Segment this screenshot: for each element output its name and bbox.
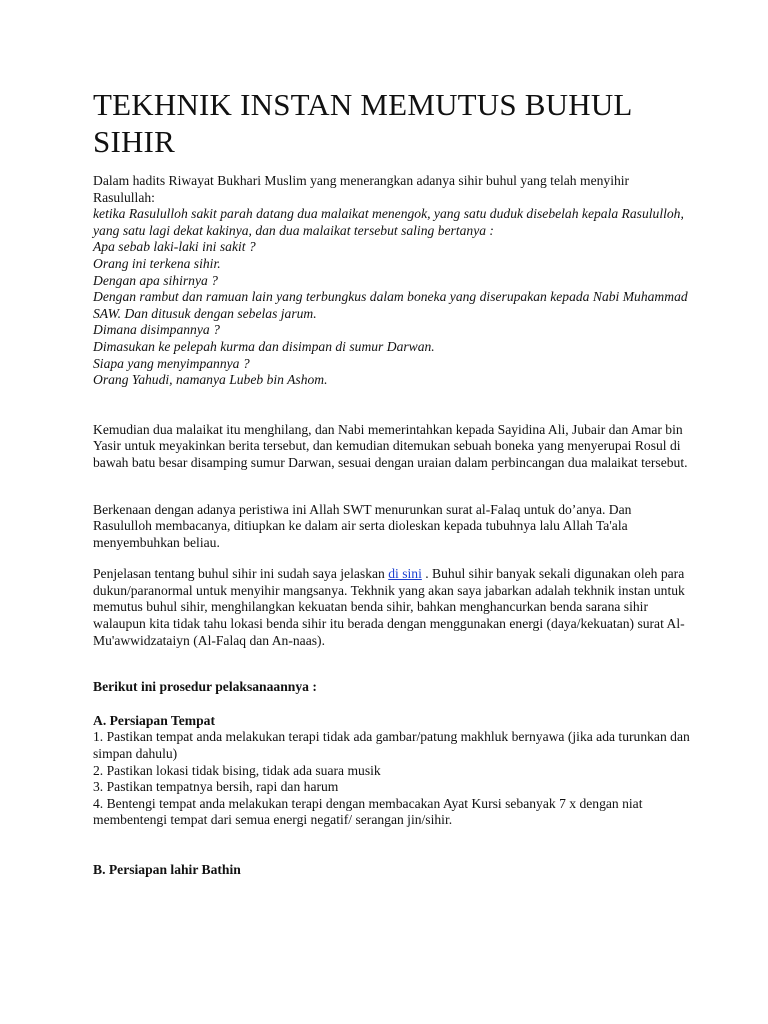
intro-paragraph: Dalam hadits Riwayat Bukhari Muslim yang menerangkan adanya sihir buhul yang telah menyihir Rasulullah: [93,173,630,205]
explanation-text-before: Penjelasan tentang buhul sihir ini sudah saya jelaskan [93,566,389,582]
dialogue-block [93,206,693,389]
document-title: TEKHNIK INSTAN MEMUTUS BUHUL SIHIR [93,87,632,159]
paragraph-al-falaq: Berkenaan dengan adanya peristiwa ini Allah SWT menurunkan surat al-Falaq untuk do’anya. Dan Rasululloh membacanya, ditiupkan ke dalam air serta dioleskan kepada tubuhnya lalu Allah Ta'ala menyembuhkan beliau. [93,501,632,550]
paragraph-disappearance: Kemudian dua malaikat itu menghilang, dan Nabi memerintahkan kepada Sayidina Ali, Jubair dan Amar bin Yasir untuk meyakinkan berita tersebut, dan kemudian ditemukan sebuah boneka yang menyerupai Rosul di bawah batu besar disamping sumur Darwan, sesuai dengan uraian dalam perbincangan dua malaikat tersebut. [93,421,688,470]
section-b-heading: B. Persiapan lahir Bathin [93,862,241,877]
dialogue-line: Dimasukan ke pelepah kurma dan disimpan di sumur Darwan. [93,338,435,354]
dialogue-line: Dengan apa sihirnya ? [93,272,218,288]
procedure-heading: Berikut ini prosedur pelaksanaannya : [93,679,317,695]
dialogue-line: Orang ini terkena sihir. [93,255,221,271]
dialogue-line: ketika Rasululloh sakit parah datang dua malaikat menengok, yang satu duduk disebelah kepala Rasululloh, yang satu lagi dekat kakinya, dan dua malaikat tersebut saling bertanya : [93,206,684,238]
list-item: 3. Pastikan tempatnya bersih, rapi dan harum [93,779,339,795]
di-sini-link[interactable]: di sini [388,566,422,582]
explanation-text-after: . Buhul sihir banyak sekali digunakan oleh para dukun/paranormal untuk menyihir mangsanya. Tekhnik yang akan saya jabarkan adalah tekhnik instan untuk memutus buhul sihir, menghilangkan kekuatan benda sihir, bahkan menghancurkan benda sarana sihir walaupun kita tidak tahu lokasi benda sihir itu berada dengan menggunakan energi (daya/kekuatan) surat Al-Mu'awwidzataiyn (Al-Falaq dan An-naas). [93,566,685,648]
section-a-list [93,729,693,829]
dialogue-line: Dengan rambut dan ramuan lain yang terbungkus dalam boneka yang diserupakan kepada Nabi Muhammad SAW. Dan ditusuk dengan sebelas jarum. [93,289,688,321]
list-item: 4. Bentengi tempat anda melakukan terapi dengan membacakan Ayat Kursi sebanyak 7 x dengan niat membentengi tempat dari semua energi negatif/ serangan jin/sihir. [93,795,643,828]
dialogue-line: Dimana disimpannya ? [93,322,220,338]
list-item: 2. Pastikan lokasi tidak bising, tidak ada suara musik [93,762,381,778]
dialogue-line: Orang Yahudi, namanya Lubeb bin Ashom. [93,372,328,388]
dialogue-line: Siapa yang menyimpannya ? [93,355,250,371]
document-page [93,86,693,879]
section-a-heading: A. Persiapan Tempat [93,712,215,728]
dialogue-line: Apa sebab laki-laki ini sakit ? [93,239,256,255]
list-item: 1. Pastikan tempat anda melakukan terapi tidak ada gambar/patung makhluk bernyawa (jika ada turunkan dan simpan dahulu) [93,729,690,762]
paragraph-explanation [93,566,693,649]
